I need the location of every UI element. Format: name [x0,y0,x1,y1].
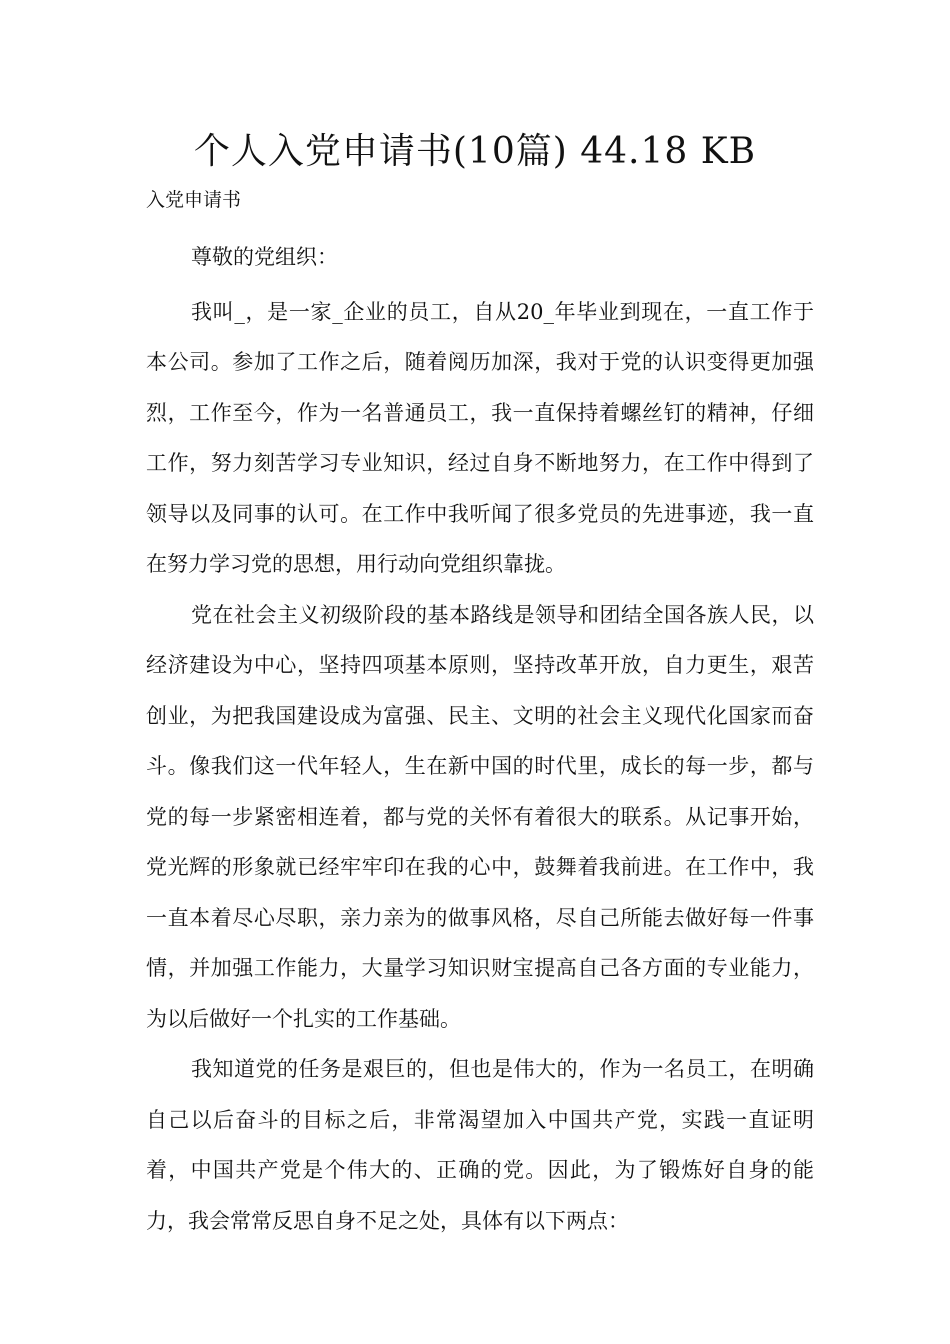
document-title: 个人入党申请书(10篇) 44.18 KB [193,131,757,172]
document-body [146,232,814,1246]
paragraph-2: 党在社会主义初级阶段的基本路线是领导和团结全国各族人民，以经济建设为中心，坚持四项基本原则，坚持改革开放，自力更生，艰苦创业，为把我国建设成为富强、民主、文明的社会主义现代化国家而奋斗。像我们这一代年轻人，生在新中国的时代里，成长的每一步，都与党的每一步紧密相连着，都与党的关怀有着很大的联系。从记事开始，党光辉的形象就已经牢牢印在我的心中，鼓舞着我前进。在工作中，我一直本着尽心尽职，亲力亲为的做事风格，尽自己所能去做好每一件事情，并加强工作能力，大量学习知识财宝提高自己各方面的专业能力，为以后做好一个扎实的工作基础。 [146,602,814,1031]
paragraph-1: 我叫_，是一家_企业的员工，自从20_年毕业到现在，一直工作于本公司。参加了工作之后，随着阅历加深，我对于党的认识变得更加强烈，工作至今，作为一名普通员工，我一直保持着螺丝钉的精神，仔细工作，努力刻苦学习专业知识，经过自身不断地努力，在工作中得到了领导以及同事的认可。在工作中我听闻了很多党员的先进事迹，我一直在努力学习党的思想，用行动向党组织靠拢。 [146,299,814,576]
document-subtitle: 入党申请书 [146,189,242,211]
greeting: 尊敬的党组织： [191,245,338,269]
paragraph-3: 我知道党的任务是艰巨的，但也是伟大的，作为一名员工，在明确自己以后奋斗的目标之后，非常渴望加入中国共产党，实践一直证明着，中国共产党是个伟大的、正确的党。因此，为了锻炼好自身的能力，我会常常反思自身不足之处，具体有以下两点： [146,1057,814,1233]
